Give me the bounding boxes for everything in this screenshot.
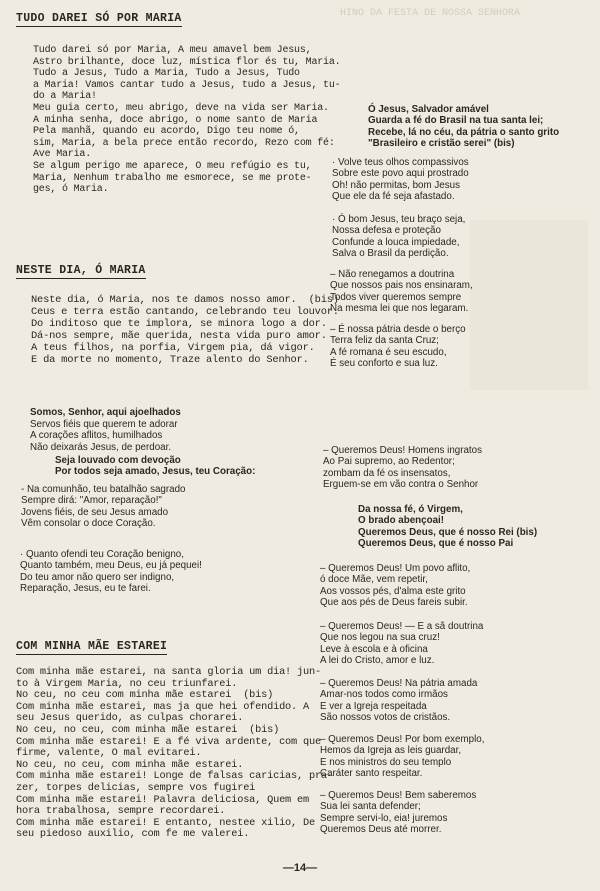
- bleed-through-shadow: [470, 220, 588, 390]
- o-jesus-refrain: Ó Jesus, Salvador amável Guarda a fé do Brasil na tua santa lei; Recebe, lá no céu, da pátria o santo grito "Brasileiro e cristão serei" (bis): [368, 104, 560, 150]
- queremos-deus-stanza-1: – Queremos Deus! Homens ingratos Ao Pai supremo, ao Redentor; zombam da fé os insensatos, Erguem-se em vão contra o Senhor: [323, 445, 482, 491]
- queremos-deus-stanza-2: – Queremos Deus! Um povo aflito, ó doce Mãe, vem repetir, Aos vossos pés, d'alma este grito Que aos pés de Deus fareis subir.: [320, 563, 471, 609]
- somos-senhor-refrain: Seja louvado com devoção Por todos seja amado, Jesus, teu Coração:: [55, 455, 256, 478]
- queremos-deus-stanza-4: – Queremos Deus! Na pátria amada Amar-nos todos como irmãos E ver a Igreja respeitada São nossos votos de cristãos.: [320, 678, 478, 724]
- lyrics-com-minha-mae: Com minha mãe estarei, na santa gloria um dia! jun- to à Virgem Maria, no ceu triunfarei. No ceu, no ceu com minha mãe estarei (bis) Com minha mãe estarei, mas ja que hei ofendido. A seu Jesus querido, as culpas chorarei. No ceu, no ceu, com minha mãe estarei (bis) Com minha mãe estarei! E a fé viva ardente, com que firme, valente, O mal evitarei. No ceu, no ceu, com minha mãe estarei. Com minha mãe estarei! Longe de falsas caricias, pra- zer, torpes delicias, sempre vos fugirei Com minha mãe estarei! Palavra deliciosa, Quem em hora trabalhosa, sempre recordarei. Com minha mãe estarei! E entanto, nestee xilio, De seu piedoso auxilio, com fe me valerei.: [16, 666, 333, 841]
- title-neste-dia: NESTE DIA, Ó MARIA: [16, 264, 146, 277]
- somos-senhor-lead: Somos, Senhor, aqui ajoelhados: [30, 407, 181, 418]
- o-jesus-stanza-4: – É nossa pátria desde o berço Terra feliz da santa Cruz; A fé romana é seu escudo, É seu conforto e sua luz.: [330, 324, 466, 370]
- title-com-minha-mae: COM MINHA MÃE ESTAREI: [16, 640, 168, 653]
- queremos-deus-refrain: Da nossa fé, ó Virgem, O brado abençoai! Queremos Deus, que é nosso Rei (bis) Queremos Deus, que é nosso Pai: [358, 504, 538, 550]
- somos-senhor-stanza-1: Servos fiéis que querem te adorar A corações aflitos, humilhados Não deixarás Jesus, de perdoar.: [30, 419, 178, 453]
- title-tudo-darei: TUDO DAREI SÓ POR MARIA: [16, 12, 182, 25]
- queremos-deus-stanza-5: – Queremos Deus! Por bom exemplo, Hemos da Igreja as leis guardar, E nos ministros do seu templo Caráter santo respeitar.: [320, 734, 485, 780]
- queremos-deus-stanza-6: – Queremos Deus! Bem saberemos Sua lei santa defender; Sempre servi-lo, eia! juremos Queremos Deus até morrer.: [320, 790, 477, 836]
- o-jesus-stanza-3: – Não renegamos a doutrina Que nossos pais nos ensinaram, Todos viver queremos sempre Na mesma lei que nos legaram.: [330, 269, 473, 315]
- queremos-deus-stanza-3: – Queremos Deus! — E a sã doutrina Que nos legou na sua cruz! Leve à escola e à oficina A lei do Cristo, amor e luz.: [320, 621, 484, 667]
- o-jesus-stanza-2: · Ó bom Jesus, teu braço seja, Nossa defesa e proteção Confunde a louca impiedade, Salva o Brasil da perdição.: [332, 214, 466, 260]
- lyrics-neste-dia: Neste dia, ó Maria, nos te damos nosso amor. (bis) Ceus e terra estão cantando, celebrando teu louvor. Do inditoso que te implora, se minora logo a dor. Dá-nos sempre, mãe querida, nesta vida puro amor. A teus filhos, na porfia, Virgem pia, dá vigor. E da morte no momento, Traze alento do Senhor.: [31, 294, 339, 366]
- bleed-through-header: HINO DA FESTA DE NOSSA SENHORA: [340, 8, 521, 19]
- lyrics-tudo-darei: Tudo darei só por Maria, A meu amavel bem Jesus, Astro brilhante, doce luz, mística flor és tu, Maria. Tudo a Jesus, Tudo a Maria, Tudo a Jesus, Tudo a Maria! Vamos cantar tudo a Jesus, tudo a Jesus, tu- do a Maria! Meu guia certo, meu abrigo, deve na vida ser Maria. A minha senha, doce abrigo, o nome santo de Maria Pela manhã, quando eu acordo, Digo teu nome ó, sim, Maria, a bela prece então recordo, Rezo com fé: Ave Maria. Se algum perigo me aparece, O meu refúgio es tu, Maria, Nenhum trabalho me esmorece, se me prote- ges, ó Maria.: [33, 45, 341, 196]
- somos-senhor-stanza-2: - Na comunhão, teu batalhão sagrado Sempre dirá: "Amor, reparação!" Jovens fiéis, de seu Jesus amado Vêm consolar o doce Coração.: [21, 484, 186, 530]
- somos-senhor-stanza-3: · Quanto ofendi teu Coração benigno, Quanto também, meu Deus, eu já pequei! Do teu amor não quero ser indigno, Reparação, Jesus, eu te farei.: [20, 549, 202, 595]
- page-number: —14—: [282, 862, 318, 874]
- o-jesus-stanza-1: · Volve teus olhos compassivos Sobre este povo aqui prostrado Oh! não permitas, bom Jesus Que ele da fé seja afastado.: [332, 157, 469, 203]
